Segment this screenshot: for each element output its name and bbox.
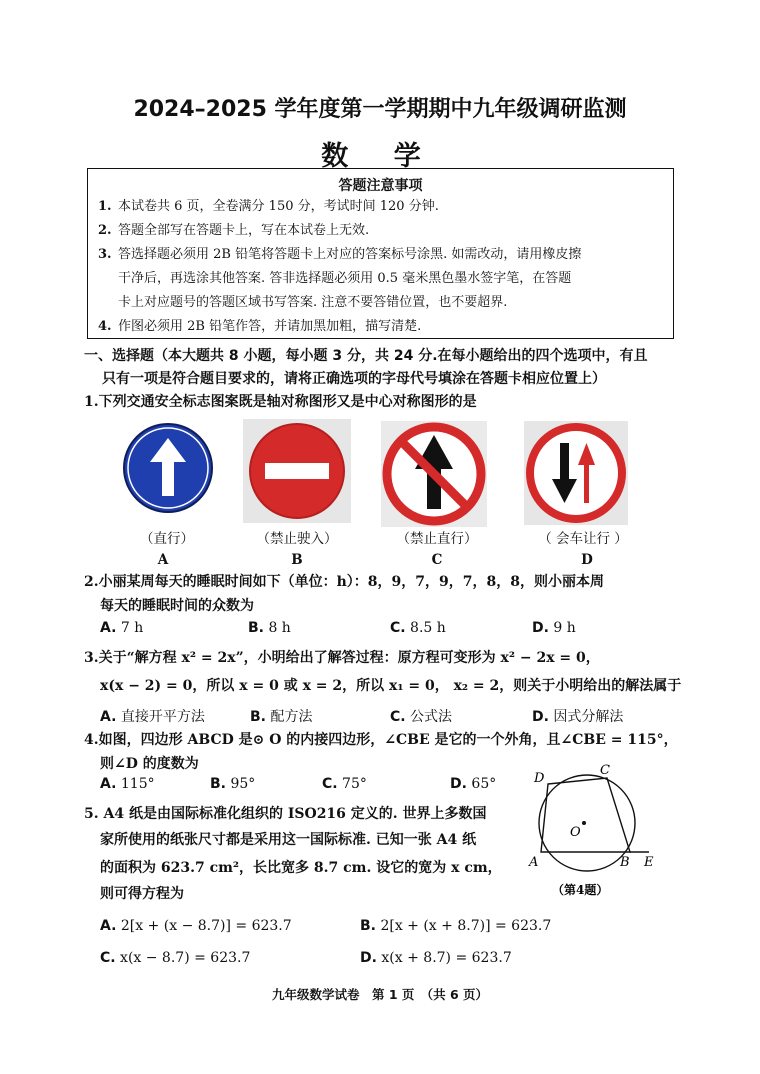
label-c: C [600,763,610,778]
circle-quadrilateral-figure [524,760,664,900]
q3-option-d: D. 因式分解法 [532,709,624,725]
sign-b-caption: （禁止驶入） [256,531,338,547]
section-header: 一、选择题（本大题共 8 小题，每小题 3 分，共 24 分.在每小题给出的四个选项中，有且 只有一项是符合题目要求的，请将正确选项的字母代号填涂在答题卡相应位置上） [84,348,648,387]
label-d: D [534,771,545,786]
q4-stem-line2: 则∠D 的度数为 [100,756,199,772]
notice-item-2: 2. 答题全部写在答题卡上，写在本试卷上无效. [98,223,370,238]
notice-title: 答题注意事项 [338,178,423,194]
exam-title: 2024–2025 学年度第一学期期中九年级调研监测 [133,97,627,122]
q5-stem-line4: 则可得方程为 [100,886,184,902]
q5-option-d: D. x(x + 8.7) = 623.7 [360,950,512,966]
q4-stem-line1: 4.如图，四边形 ABCD 是⊙ O 的内接四边形，∠CBE 是它的一个外角，且∠CBE = 115°， [84,732,678,748]
q3-option-a: A. 直接开平方法 [100,709,205,725]
q2-option-d: D. 9 h [532,620,576,636]
q4-option-d: D. 65° [450,776,497,792]
q2-option-b: B. 8 h [248,620,291,636]
q5-stem-line2: 家所使用的纸张尺寸都是采用这一国际标准. 已知一张 A4 纸 [100,832,477,848]
sign-c-caption: （禁止直行） [396,531,478,547]
option-d-letter: D [581,552,593,568]
q2-option-a: A. 7 h [100,620,144,636]
notice-item-4: 4. 作图必须用 2B 铅笔作答，并请加黑加粗，描写清楚. [98,319,422,334]
q3-stem-line1: 3.关于“解方程 x² = 2x”，小明给出了解答过程：原方程可变形为 x² − 2x = 0， [84,650,600,666]
notice-item-1: 1. 本试卷共 6 页，全卷满分 150 分，考试时间 120 分钟. [98,199,439,214]
sign-d-caption: （ 会车让行 ） [538,531,628,547]
label-b: B [620,855,630,870]
option-b-letter: B [291,552,303,568]
no-entry-sign-icon [243,419,351,523]
sign-a-caption: （直行） [140,531,194,547]
q4-option-a: A. 115° [100,776,155,792]
page-footer: 九年级数学试卷 第 1 页 （共 6 页） [271,987,489,1002]
notice-box [87,168,674,339]
q3-stem-line2: x(x − 2) = 0，所以 x = 0 或 x = 2，所以 x₁ = 0， x₂ = 2，则关于小明给出的解法属于 [100,678,682,694]
q2-stem-line1: 2.小丽某周每天的睡眠时间如下（单位：h）：8，9，7，9，7，8，8，则小丽本周 [84,574,604,590]
option-a-letter: A [157,552,169,568]
go-straight-sign-icon [122,422,214,514]
q3-option-b: B. 配方法 [250,709,313,725]
figure-caption: （第4题） [552,883,609,897]
no-straight-sign-icon [381,421,487,527]
q5-option-b: B. 2[x + (x + 8.7)] = 623.7 [360,918,552,934]
notice-item-3: 3. 答选择题必须用 2B 铅笔将答题卡上对应的答案标号涂黑. 如需改动，请用橡皮擦 干净后，再选涂其他答案. 答非选择题必须用 0.5 毫米黑色墨水签字笔，在答题 卡上对应题号的答题区域书写答案. 注意不要答错位置，也不要超界. [98,247,582,310]
q1-stem: 1.下列交通安全标志图案既是轴对称图形又是中心对称图形的是 [84,394,477,410]
q5-stem-line3: 的面积为 623.7 cm²，长比宽多 8.7 cm. 设它的宽为 x cm， [100,860,502,876]
q5-stem-line1: 5. A4 纸是由国际标准化组织的 ISO216 定义的. 世界上多数国 [84,806,487,822]
subject-title: 数 学 [321,141,439,172]
label-e: E [644,855,654,870]
q3-option-c: C. 公式法 [390,709,453,725]
label-o: O [570,825,581,840]
q4-option-b: B. 95° [210,776,256,792]
label-a: A [529,855,539,870]
yield-oncoming-sign-icon [524,421,628,525]
q5-option-c: C. x(x − 8.7) = 623.7 [100,950,251,966]
q5-option-a: A. 2[x + (x − 8.7)] = 623.7 [100,918,292,934]
q4-option-c: C. 75° [322,776,367,792]
option-c-letter: C [431,552,443,568]
q2-stem-line2: 每天的睡眠时间的众数为 [100,598,254,614]
q2-option-c: C. 8.5 h [390,620,446,636]
